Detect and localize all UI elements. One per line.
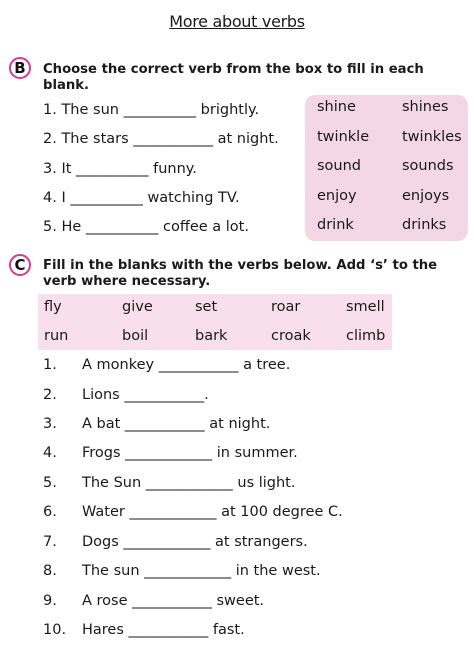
box-word: twinkles xyxy=(402,129,462,145)
item-text: Frogs ____________ in summer. xyxy=(82,445,298,461)
item-text: Dogs ____________ at strangers. xyxy=(82,534,308,550)
bank-word: give xyxy=(122,299,153,315)
section-b-badge: B xyxy=(9,57,31,79)
item-number: 7. xyxy=(43,534,57,550)
bank-word: croak xyxy=(271,328,311,344)
bank-word: smell xyxy=(346,299,385,315)
item-text: A monkey ___________ a tree. xyxy=(82,357,291,373)
word-bank xyxy=(38,294,392,350)
item-number: 6. xyxy=(43,504,57,520)
bank-word: run xyxy=(44,328,69,344)
item-number: 2. xyxy=(43,387,57,403)
box-word: sound xyxy=(317,158,362,174)
item-number: 1. xyxy=(43,357,57,373)
section-b-sentence-5: 5. He __________ coffee a lot. xyxy=(43,219,249,235)
item-text: Hares ___________ fast. xyxy=(82,622,245,638)
bank-word: set xyxy=(195,299,218,315)
item-text: The Sun ____________ us light. xyxy=(82,475,296,491)
item-number: 10. xyxy=(43,622,67,638)
bank-word: roar xyxy=(271,299,301,315)
section-b-instruction-line-1: Choose the correct verb from the box to fill in each xyxy=(43,62,424,77)
section-b-sentence-4: 4. I __________ watching TV. xyxy=(43,190,240,206)
item-number: 5. xyxy=(43,475,57,491)
box-word: shines xyxy=(402,99,449,115)
item-text: A rose ___________ sweet. xyxy=(82,593,265,609)
word-box xyxy=(305,95,468,241)
bank-word: climb xyxy=(346,328,386,344)
section-c-instruction-line-1: Fill in the blanks with the verbs below. Add ‘s’ to the xyxy=(43,258,438,273)
item-text: Water ____________ at 100 degree C. xyxy=(82,504,343,520)
section-c-badge: C xyxy=(9,254,31,276)
box-word: drink xyxy=(317,217,354,233)
section-b-instruction-line-2: blank. xyxy=(43,78,90,93)
item-text: The sun ____________ in the west. xyxy=(82,563,321,579)
bank-word: bark xyxy=(195,328,228,344)
box-word: shine xyxy=(317,99,356,115)
page-title: More about verbs xyxy=(169,12,305,31)
section-b-sentence-1: 1. The sun __________ brightly. xyxy=(43,102,260,118)
bank-word: fly xyxy=(44,299,62,315)
box-word: drinks xyxy=(402,217,447,233)
item-number: 8. xyxy=(43,563,57,579)
section-b-sentence-3: 3. It __________ funny. xyxy=(43,161,197,177)
section-c-instruction-line-2: verb where necessary. xyxy=(43,274,211,289)
item-text: A bat ___________ at night. xyxy=(82,416,271,432)
item-number: 9. xyxy=(43,593,57,609)
box-word: enjoy xyxy=(317,188,357,204)
item-number: 3. xyxy=(43,416,57,432)
box-word: twinkle xyxy=(317,129,370,145)
box-word: sounds xyxy=(402,158,454,174)
section-b-sentence-2: 2. The stars ___________ at night. xyxy=(43,131,279,147)
item-text: Lions ___________. xyxy=(82,387,209,403)
box-word: enjoys xyxy=(402,188,450,204)
bank-word: boil xyxy=(122,328,149,344)
item-number: 4. xyxy=(43,445,57,461)
